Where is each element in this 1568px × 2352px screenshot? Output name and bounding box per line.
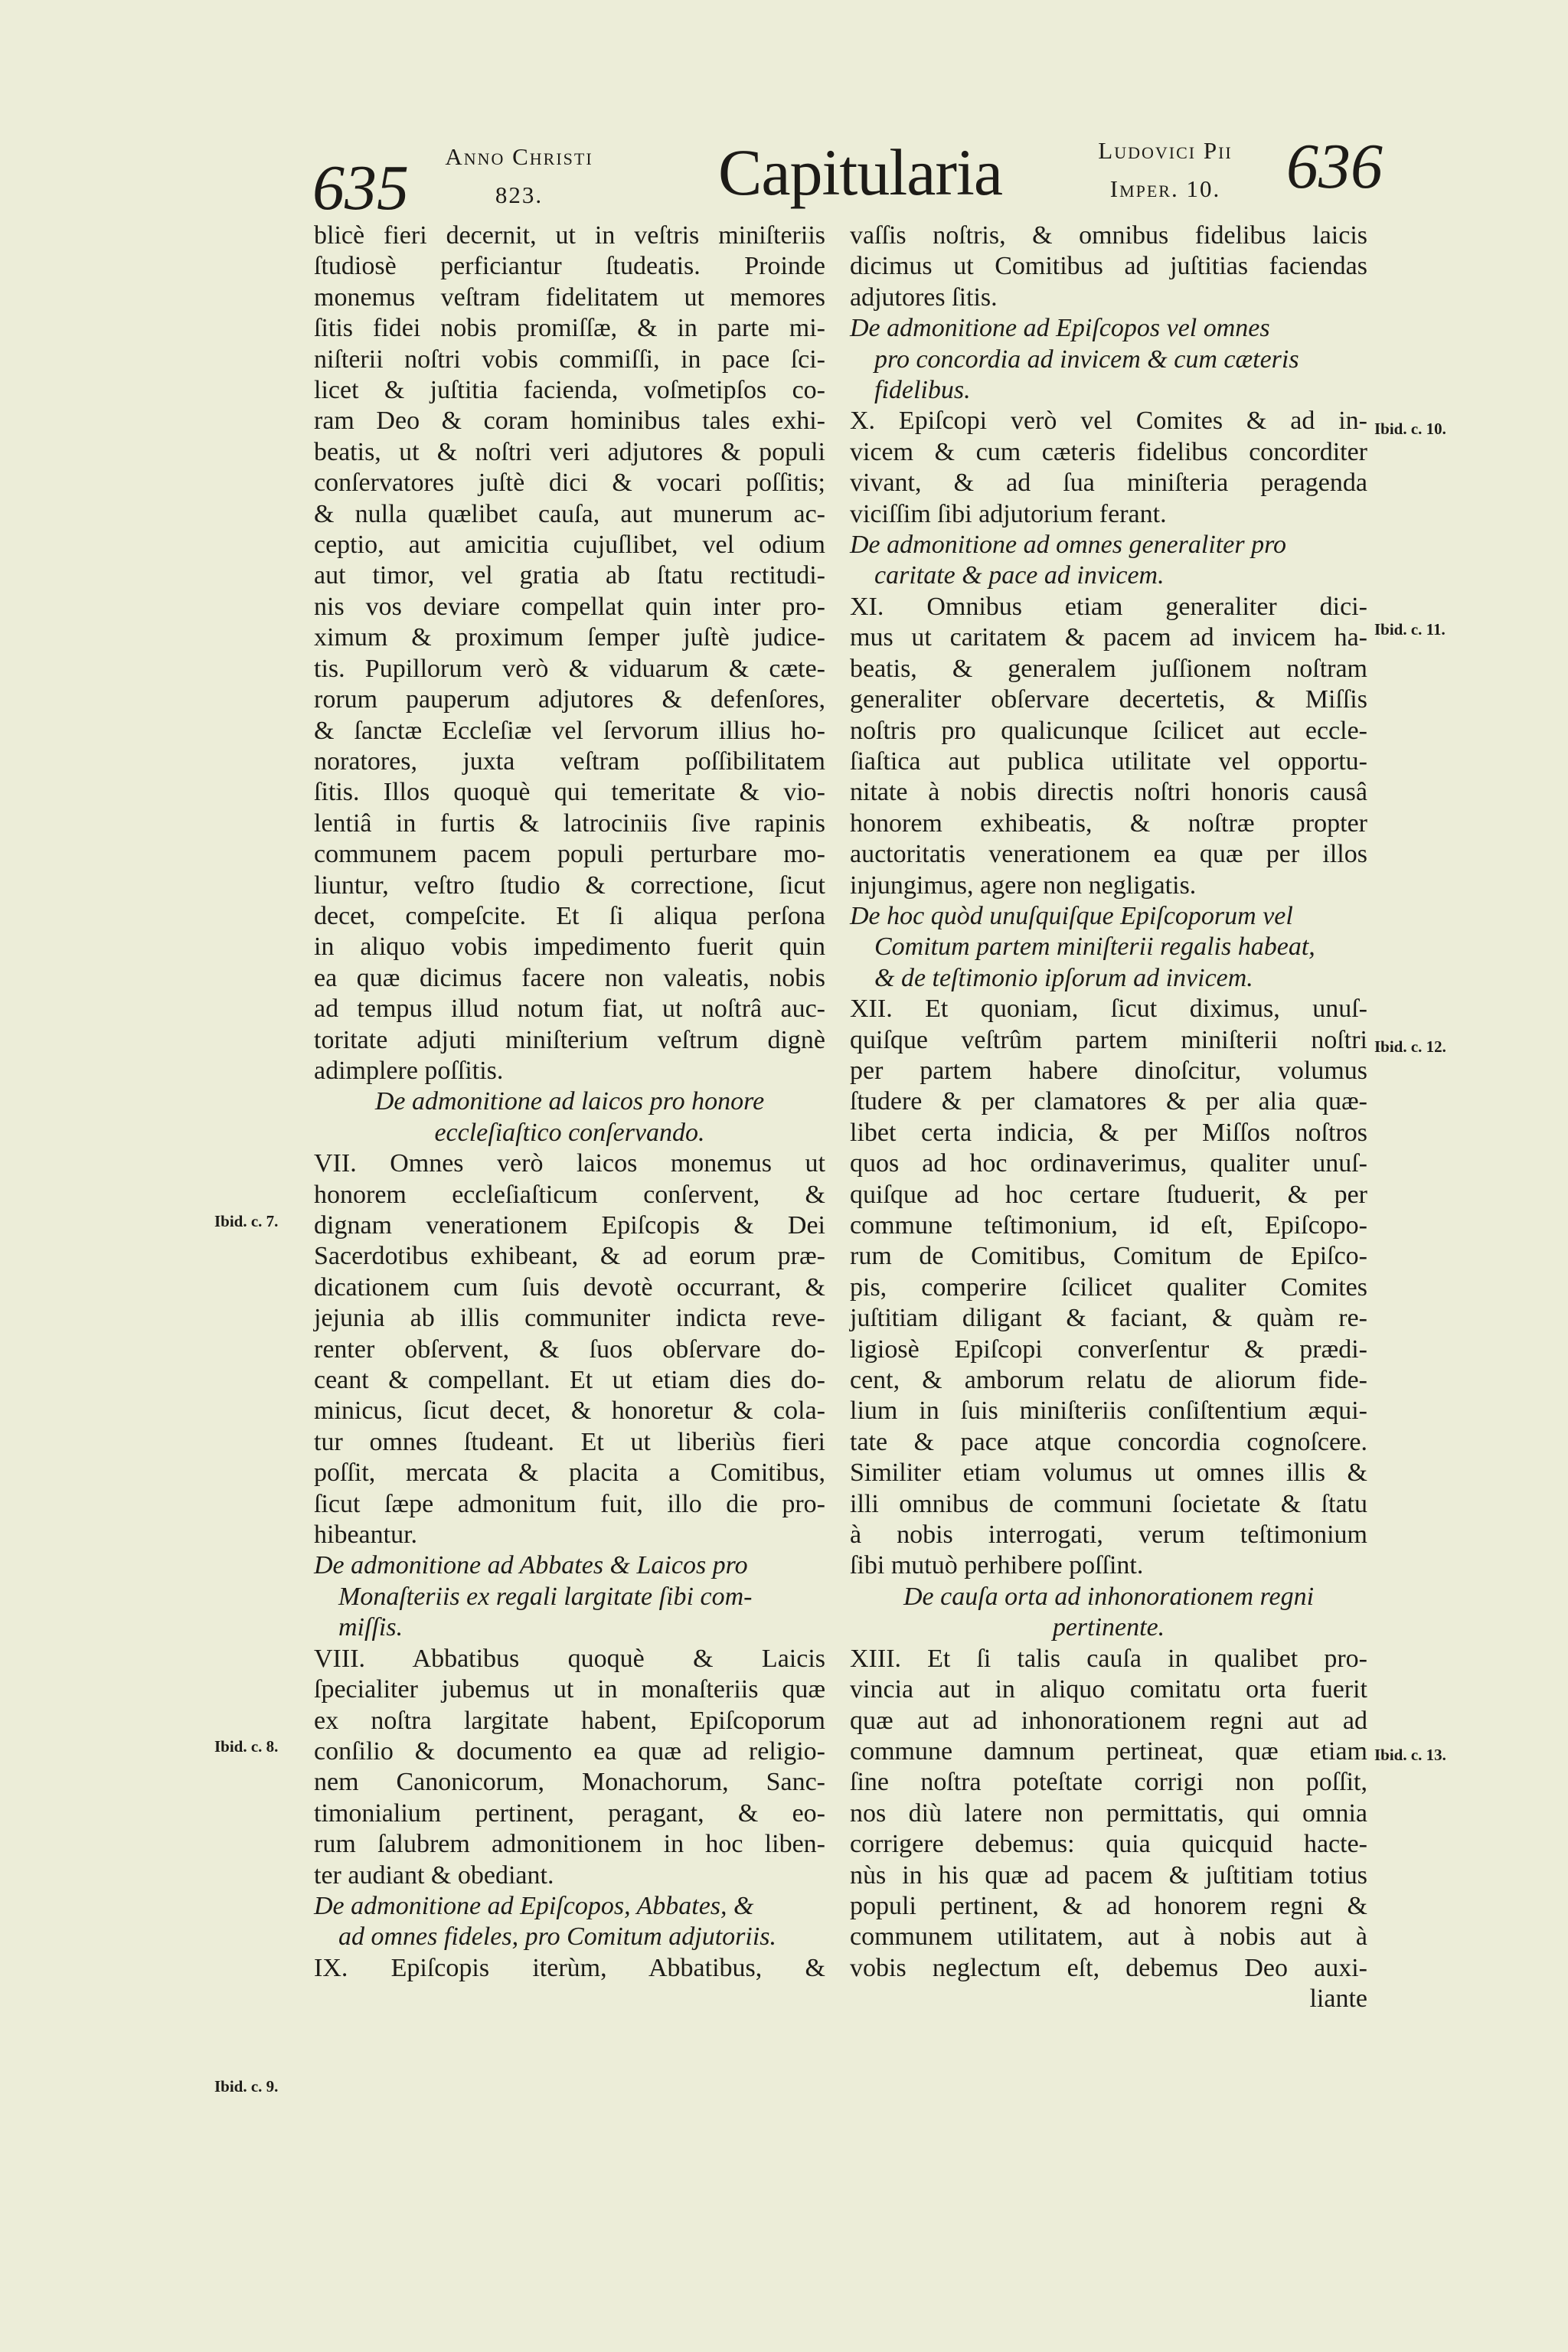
text-line: ceptio, aut amicitia cujuſlibet, vel odium xyxy=(314,531,825,560)
text-line: dignam venerationem Epiſcopis & Dei xyxy=(314,1211,825,1240)
text-line: noratores, juxta veſtram poſſibilitatem xyxy=(314,746,825,776)
text-line: corrigere debemus: quia quicquid hacte- xyxy=(850,1830,1367,1859)
section-rubric: fidelibus. xyxy=(874,376,971,405)
text-line: VII. Omnes verò laicos monemus ut xyxy=(314,1149,825,1178)
margin-note-c8: Ibid. c. 8. xyxy=(214,1737,279,1756)
text-line: ſtudere & per clamatores & per alia quæ- xyxy=(850,1087,1367,1116)
section-rubric: Monaſteriis ex regali largitate ſibi com- xyxy=(338,1582,753,1611)
text-line: ximum & proximum ſemper juſtè judice- xyxy=(314,623,825,652)
text-line: tur omnes ſtudeant. Et ut liberiùs fieri xyxy=(314,1427,825,1456)
text-line: tate & pace atque concordia cognoſcere. xyxy=(850,1427,1367,1456)
text-line: dicationem cum ſuis devotè occurrant, & xyxy=(314,1272,825,1302)
text-line: adjutores ſitis. xyxy=(850,283,998,312)
text-line: hibeantur. xyxy=(314,1521,418,1550)
text-line: ſine noſtra poteſtate corrigi non poſſit, xyxy=(850,1768,1367,1797)
section-rubric: De admonitione ad laicos pro honore xyxy=(374,1087,765,1116)
text-line: VIII. Abbatibus quoquè & Laicis xyxy=(314,1644,825,1673)
text-line: conſilio & documento ea quæ ad religio- xyxy=(314,1736,825,1766)
text-line: libet certa indicia, & per Miſſos noſtros xyxy=(850,1118,1367,1147)
text-line: rorum pauperum adjutores & defenſores, xyxy=(314,685,825,714)
text-line: X. Epiſcopi verò vel Comites & ad in- xyxy=(850,407,1367,436)
section-rubric: De hoc quòd unuſquiſque Epiſcoporum vel xyxy=(850,901,1293,930)
text-line: populi pertinent, & ad honorem regni & xyxy=(850,1891,1367,1920)
page-title: Capitularia xyxy=(718,136,1003,209)
text-line: honorem eccleſiaſticum conſervent, & xyxy=(314,1180,825,1209)
text-line: minicus, ſicut decet, & honoretur & cola- xyxy=(314,1396,825,1426)
text-line: nis vos deviare compellat quin inter pro- xyxy=(314,592,825,621)
text-line: ſtudiosè perficiantur ſtudeatis. Proinde xyxy=(314,252,825,281)
text-line: quos ad hoc ordinaverimus, qualiter unuſ- xyxy=(850,1149,1367,1178)
text-line: dicimus ut Comitibus ad juſtitias faciendas xyxy=(850,252,1367,281)
text-line: commune teſtimonium, id eſt, Epiſcopo- xyxy=(850,1211,1367,1240)
text-line: à nobis interrogati, verum teſtimonium xyxy=(850,1521,1367,1550)
section-rubric: De cauſa orta ad inhonorationem regni xyxy=(903,1582,1315,1611)
left-column xyxy=(314,220,825,1984)
left-running-head-line-1: Anno Christi xyxy=(445,143,593,170)
text-line: illi omnibus de communi ſocietate & ſtatu xyxy=(850,1489,1367,1518)
margin-note-c7: Ibid. c. 7. xyxy=(214,1212,279,1230)
section-rubric: pertinente. xyxy=(1052,1613,1165,1642)
text-line: ſitis. Illos quoquè qui temeritate & vio- xyxy=(314,778,825,807)
text-line: per partem habere dinoſcitur, volumus xyxy=(850,1056,1367,1085)
text-line: monemus veſtram fidelitatem ut memores xyxy=(314,283,825,312)
margin-note-c9: Ibid. c. 9. xyxy=(214,2077,279,2096)
text-line: vicem & cum cæteris fidelibus concorditer xyxy=(850,437,1367,466)
text-line: quiſque veſtrûm partem miniſterii noſtri xyxy=(850,1025,1367,1054)
text-line: renter obſervent, & ſuos obſervare do- xyxy=(314,1334,825,1364)
right-running-head-line-2: Imper. 10. xyxy=(1109,175,1221,202)
text-line: toritate adjuti miniſterium veſtrum dignè xyxy=(314,1025,825,1054)
section-rubric: De admonitione ad Abbates & Laicos pro xyxy=(314,1551,748,1580)
text-line: injungimus, agere non negligatis. xyxy=(850,871,1197,900)
section-rubric: De admonitione ad Epiſcopos, Abbates, & xyxy=(314,1891,754,1920)
text-line: ter audiant & obediant. xyxy=(314,1860,554,1890)
text-line: rum ſalubrem admonitionem in hoc liben- xyxy=(314,1830,825,1859)
text-line: XII. Et quoniam, ſicut diximus, unuſ- xyxy=(850,995,1367,1024)
margin-note-c12: Ibid. c. 12. xyxy=(1374,1037,1446,1056)
text-line: ſpecialiter jubemus ut in monaſteriis quæ xyxy=(314,1675,825,1704)
text-line: ad tempus illud notum fiat, ut noſtrâ auc- xyxy=(314,995,825,1024)
text-line: beatis, & generalem juſſionem noſtram xyxy=(850,654,1367,683)
text-line: conſervatores juſtè dici & vocari poſſitis; xyxy=(314,469,825,498)
section-rubric: Comitum partem miniſterii regalis habeat, xyxy=(874,933,1315,962)
margin-note-c10: Ibid. c. 10. xyxy=(1374,420,1446,438)
text-line: lium in ſuis miniſteriis conſiſtentium æqui- xyxy=(850,1396,1367,1426)
right-page-number: 636 xyxy=(1286,131,1383,202)
text-line: & ſanctæ Eccleſiæ vel ſervorum illius ho- xyxy=(314,716,825,745)
text-line: quæ aut ad inhonorationem regni aut ad xyxy=(850,1706,1367,1735)
section-rubric: & de teſtimonio ipſorum ad invicem. xyxy=(874,963,1253,992)
text-line: cent, & amborum relatu de aliorum fide- xyxy=(850,1366,1367,1395)
right-column xyxy=(850,220,1367,2015)
text-line: communem utilitatem, aut à nobis aut à xyxy=(850,1922,1367,1952)
text-line: noſtris pro qualicunque ſcilicet aut eccle- xyxy=(850,716,1367,745)
text-line: decet, compeſcite. Et ſi aliqua perſona xyxy=(314,901,825,930)
section-rubric: ad omnes fideles, pro Comitum adjutoriis. xyxy=(338,1922,777,1952)
text-line: tis. Pupillorum verò & viduarum & cæte- xyxy=(314,654,825,683)
text-line: nos diù latere non permittatis, qui omnia xyxy=(850,1798,1367,1828)
text-line: vincia aut in aliquo comitatu orta fuerit xyxy=(850,1675,1367,1704)
left-running-head xyxy=(420,138,619,214)
text-line: ea quæ dicimus facere non valeatis, nobis xyxy=(314,963,825,992)
text-line: juſtitiam diligant & faciant, & quàm re- xyxy=(850,1304,1367,1333)
text-line: lentiâ in furtis & latrociniis ſive rapinis xyxy=(314,808,825,838)
left-page-number: 635 xyxy=(312,152,409,224)
text-line: vivant, & ad ſua miniſteria peragenda xyxy=(850,469,1367,498)
section-rubric: caritate & pace ad invicem. xyxy=(874,561,1165,590)
text-line: ſicut ſæpe admonitum fuit, illo die pro- xyxy=(314,1489,825,1518)
text-line: honorem exhibeatis, & noſtræ propter xyxy=(850,808,1367,838)
text-line: poſſit, mercata & placita a Comitibus, xyxy=(314,1459,825,1488)
text-line: liuntur, veſtro ſtudio & correctione, ſicut xyxy=(314,871,825,900)
section-rubric: pro concordia ad invicem & cum cæteris xyxy=(874,345,1299,374)
text-line: communem pacem populi perturbare mo- xyxy=(314,840,825,869)
section-rubric: miſſis. xyxy=(338,1613,403,1642)
text-line: ſiaſtica aut publica utilitate vel opportu- xyxy=(850,746,1367,776)
text-line: Similiter etiam volumus ut omnes illis & xyxy=(850,1459,1367,1488)
text-line: jejunia ab illis communiter indicta reve- xyxy=(314,1304,825,1333)
text-line: viciſſim ſibi adjutorium ferant. xyxy=(850,499,1167,528)
margin-note-c11: Ibid. c. 11. xyxy=(1374,620,1446,639)
text-line: ram Deo & coram hominibus tales exhi- xyxy=(314,407,825,436)
left-running-head-line-2: 823. xyxy=(495,181,544,208)
text-line: commune damnum pertineat, quæ etiam xyxy=(850,1736,1367,1766)
text-line: ſibi mutuò perhibere poſſint. xyxy=(850,1551,1144,1580)
text-line: timonialium pertinent, peragant, & eo- xyxy=(314,1798,825,1828)
text-line: mus ut caritatem & pacem ad invicem ha- xyxy=(850,623,1367,652)
text-line: Sacerdotibus exhibeant, & ad eorum præ- xyxy=(314,1242,825,1271)
right-running-head xyxy=(1066,132,1265,208)
section-rubric: De admonitione ad Epiſcopos vel omnes xyxy=(850,314,1270,343)
text-line: adimplere poſſitis. xyxy=(314,1056,504,1085)
text-line: XI. Omnibus etiam generaliter dici- xyxy=(850,592,1367,621)
text-line: licet & juſtitia facienda, voſmetipſos co- xyxy=(314,376,825,405)
text-line: & nulla quælibet cauſa, aut munerum ac- xyxy=(314,499,825,528)
text-line: nùs in his quæ ad pacem & juſtitiam totius xyxy=(850,1860,1367,1890)
text-line: niſterii noſtri vobis commiſſi, in pace ſci- xyxy=(314,345,825,374)
margin-note-c13: Ibid. c. 13. xyxy=(1374,1746,1446,1764)
text-line: nitate à nobis directis noſtri honoris causâ xyxy=(850,778,1367,807)
text-line: beatis, ut & noſtri veri adjutores & populi xyxy=(314,437,825,466)
section-rubric: De admonitione ad omnes generaliter pro xyxy=(850,531,1287,560)
text-line: IX. Epiſcopis iterùm, Abbatibus, & xyxy=(314,1953,825,1982)
text-line: in aliquo vobis impedimento fuerit quin xyxy=(314,933,825,962)
text-line: rum de Comitibus, Comitum de Epiſco- xyxy=(850,1242,1367,1271)
text-line: aut timor, vel gratia ab ſtatu rectitudi- xyxy=(314,561,825,590)
catchword: liante xyxy=(1309,1984,1367,2014)
right-running-head-line-1: Ludovici Pii xyxy=(1098,137,1233,164)
section-rubric: eccleſiaſtico conſervando. xyxy=(434,1118,705,1147)
text-line: ex noſtra largitate habent, Epiſcoporum xyxy=(314,1706,825,1735)
text-line: ſitis fidei nobis promiſſæ, & in parte mi- xyxy=(314,314,825,343)
text-line: generaliter obſervare decertetis, & Miſſis xyxy=(850,685,1367,714)
text-line: nem Canonicorum, Monachorum, Sanc- xyxy=(314,1768,825,1797)
text-line: XIII. Et ſi talis cauſa in qualibet pro- xyxy=(850,1644,1367,1673)
text-line: quiſque ad hoc certare ſtuduerit, & per xyxy=(850,1180,1367,1209)
text-line: blicè fieri decernit, ut in veſtris miniſteriis xyxy=(314,221,825,250)
text-line: ligiosè Epiſcopi converſentur & prædi- xyxy=(850,1334,1367,1364)
text-line: vobis neglectum eſt, debemus Deo auxi- xyxy=(850,1953,1367,1982)
text-line: pis, comperire ſcilicet qualiter Comites xyxy=(850,1272,1367,1302)
text-line: vaſſis noſtris, & omnibus fidelibus laicis xyxy=(850,221,1367,250)
text-line: ceant & compellant. Et ut etiam dies do- xyxy=(314,1366,825,1395)
text-line: auctoritatis venerationem ea quæ per illos xyxy=(850,840,1367,869)
